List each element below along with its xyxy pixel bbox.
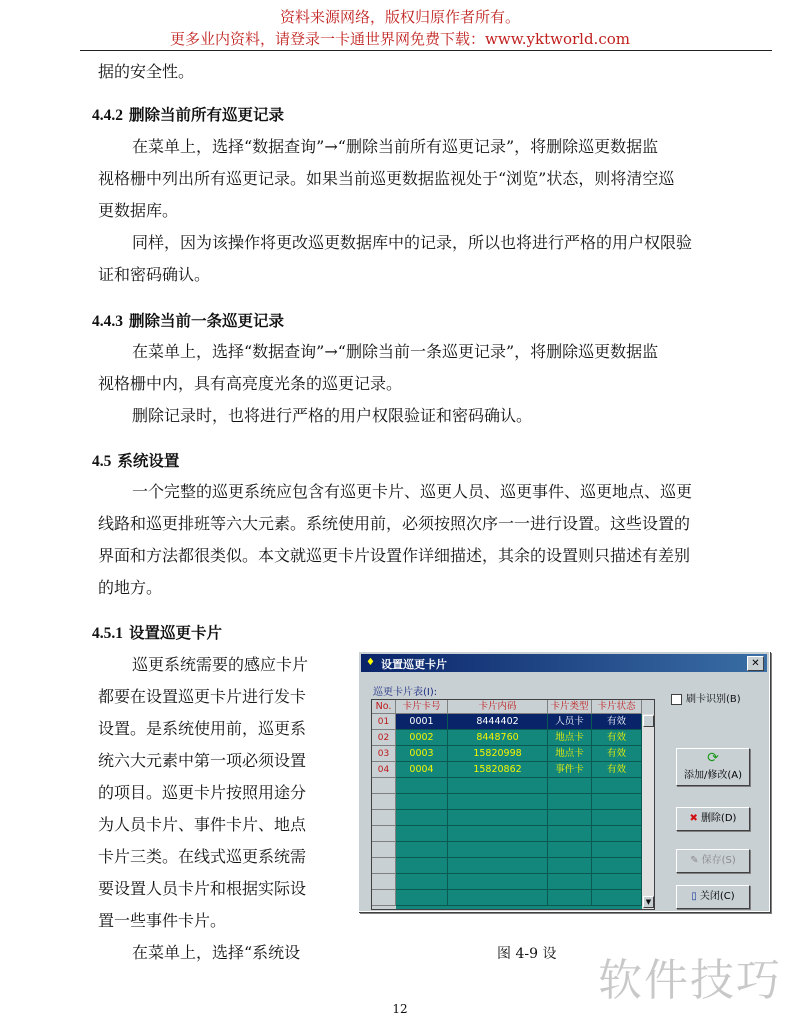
table-cell-card-no [396,842,448,858]
text-line: 的项目。巡更卡片按照用途分 [98,783,307,802]
table-cell-status [592,890,642,906]
column-header-no: No. [372,700,396,714]
paragraph-4-4-3 [98,336,658,432]
table-cell-card-no [396,794,448,810]
header-line-1: 资料来源网络，版权归原作者所有。 [279,8,520,26]
row-number [372,810,396,826]
table-cell-inner-code: 8444402 [448,714,548,730]
table-cell-inner-code [448,778,548,794]
delete-button[interactable] [676,807,750,831]
swipe-recognize-toggle[interactable] [671,690,741,705]
paragraph-continuation: 据的安全性。 [98,62,195,81]
table-cell-card-no [396,810,448,826]
table-cell-inner-code: 15820998 [448,746,548,762]
table-cell-status [592,858,642,874]
table-cell-type: 地点卡 [548,746,592,762]
door-icon: ▯ [691,891,697,902]
text-line: 要设置人员卡片和根据实际设 [98,879,307,898]
heading-4-5 [92,449,179,471]
table-cell-card-no: 0001 [396,714,448,730]
row-number: 02 [372,730,396,746]
vertical-scrollbar[interactable] [642,714,654,909]
scroll-down-arrow-icon[interactable]: ▼ [643,896,654,908]
table-cell-inner-code [448,874,548,890]
table-cell-type [548,890,592,906]
text-line: 线路和巡更排班等六大元素。系统使用前，必须按照次序一一进行设置。这些设置的 [98,514,691,533]
text-line: 的地方。 [98,578,163,597]
row-number: 03 [372,746,396,762]
row-number [372,778,396,794]
table-cell-card-no [396,858,448,874]
text-line: 界面和方法都很类似。本文就巡更卡片设置作详细描述，其余的设置则只描述有差别 [98,546,691,565]
scroll-thumb[interactable] [643,715,654,727]
heading-number: 4.5.1 [92,625,123,642]
text-line: 在菜单上，选择“系统设 [132,943,301,962]
text-line: 一个完整的巡更系统应包含有巡更卡片、巡更人员、巡更事件、巡更地点、巡更 [132,482,693,501]
close-icon[interactable]: ✕ [747,656,764,671]
paragraph-4-4-2-a [98,131,692,291]
app-icon: ♦ [366,657,375,668]
table-cell-card-no: 0004 [396,762,448,778]
button-label: 关闭(C) [699,891,735,902]
card-settings-dialog [358,651,770,912]
table-cell-status [592,778,642,794]
table-cell-type: 地点卡 [548,730,592,746]
column-header-inner-code: 卡片内码 [448,700,548,714]
table-cell-status: 有效 [592,746,642,762]
table-cell-inner-code: 8448760 [448,730,548,746]
table-cell-type [548,874,592,890]
table-cell-status [592,842,642,858]
text-line: 统六大元素中第一项必须设置 [98,751,307,770]
table-cell-type [548,842,592,858]
row-number [372,826,396,842]
header-line-2: 更多业内资料，请登录一卡通世界网免费下载：www.yktworld.com [170,30,630,48]
text-line: 为人员卡片、事件卡片、地点 [98,815,307,834]
card-table[interactable] [371,699,655,910]
table-cell-card-no [396,778,448,794]
page-number: 12 [392,1002,408,1016]
table-cell-inner-code [448,890,548,906]
table-cell-type [548,810,592,826]
column-header-status: 卡片状态 [592,700,642,714]
heading-number: 4.5 [92,453,112,470]
dialog-titlebar [361,654,767,672]
column-header-card-no: 卡片卡号 [396,700,448,714]
text-line: 删除记录时，也将进行严格的用户权限验证和密码确认。 [132,406,533,425]
table-cell-status [592,794,642,810]
refresh-icon: ⟳ [707,750,719,766]
heading-title: 删除当前所有巡更记录 [129,106,285,124]
table-cell-card-no [396,874,448,890]
heading-title: 系统设置 [117,452,180,470]
row-number: 04 [372,762,396,778]
table-cell-card-no [396,890,448,906]
figure-caption: 图 4-9 设 [497,946,557,962]
table-cell-status [592,826,642,842]
heading-4-4-3 [92,309,284,331]
header-divider [80,50,772,51]
table-label: 巡更卡片表(I): [373,687,438,698]
table-cell-inner-code [448,810,548,826]
table-cell-type [548,858,592,874]
button-label: 添加/修改(A) [683,770,742,781]
table-cell-type [548,778,592,794]
row-number [372,794,396,810]
table-cell-inner-code: 15820862 [448,762,548,778]
table-body [396,714,642,909]
watermark: 软件技巧 [598,955,782,1006]
save-button[interactable] [676,849,750,873]
heading-number: 4.4.3 [92,313,123,330]
table-cell-type: 人员卡 [548,714,592,730]
text-line: 更数据库。 [98,201,179,220]
column-header-type: 卡片类型 [548,700,592,714]
table-cell-type [548,794,592,810]
heading-4-5-1 [92,621,222,643]
heading-title: 删除当前一条巡更记录 [129,312,285,330]
text-line: 设置。是系统使用前，巡更系 [98,719,307,738]
text-line: 巡更系统需要的感应卡片 [132,655,309,674]
dialog-title: 设置巡更卡片 [381,658,447,671]
heading-4-4-2 [92,103,284,125]
table-cell-inner-code [448,858,548,874]
row-number [372,890,396,906]
delete-x-icon: ✖ [689,813,698,824]
checkbox[interactable] [671,694,682,705]
text-line: 卡片三类。在线式巡更系统需 [98,847,307,866]
table-cell-card-no: 0002 [396,730,448,746]
table-cell-type: 事件卡 [548,762,592,778]
row-number: 01 [372,714,396,730]
table-cell-type [548,826,592,842]
text-line: 都要在设置巡更卡片进行发卡 [98,687,307,706]
text-line: 置一些事件卡片。 [98,911,227,930]
row-number [372,858,396,874]
table-cell-card-no: 0003 [396,746,448,762]
pen-icon: ✎ [690,855,699,866]
button-label: 删除(D) [700,813,737,824]
paragraph-4-5 [98,476,692,604]
text-line: 证和密码确认。 [98,265,211,284]
table-cell-status: 有效 [592,730,642,746]
text-line: 视格栅中内，具有高亮度光条的巡更记录。 [98,374,403,393]
add-modify-button[interactable] [676,748,750,786]
row-number [372,874,396,890]
text-line: 在菜单上，选择“数据查询”→“删除当前所有巡更记录”，将删除巡更数据监 [132,137,659,156]
text-line: 同样，因为该操作将更改巡更数据库中的记录，所以也将进行严格的用户权限验 [132,233,693,252]
close-button[interactable] [676,885,750,909]
table-cell-status [592,874,642,890]
checkbox-label: 刷卡识别(B) [686,694,741,705]
text-line: 在菜单上，选择“数据查询”→“删除当前一条巡更记录”，将删除巡更数据监 [132,342,659,361]
text-line: 视格栅中列出所有巡更记录。如果当前巡更数据监视处于“浏览”状态，则将清空巡 [98,169,675,188]
table-cell-inner-code [448,842,548,858]
table-cell-status: 有效 [592,762,642,778]
table-cell-card-no [396,826,448,842]
paragraph-4-5-1 [98,649,308,969]
button-label: 保存(S) [701,855,736,866]
row-number [372,842,396,858]
table-cell-inner-code [448,794,548,810]
heading-number: 4.4.2 [92,107,123,124]
heading-title: 设置巡更卡片 [129,624,223,642]
table-cell-status: 有效 [592,714,642,730]
table-cell-inner-code [448,826,548,842]
table-cell-status [592,810,642,826]
